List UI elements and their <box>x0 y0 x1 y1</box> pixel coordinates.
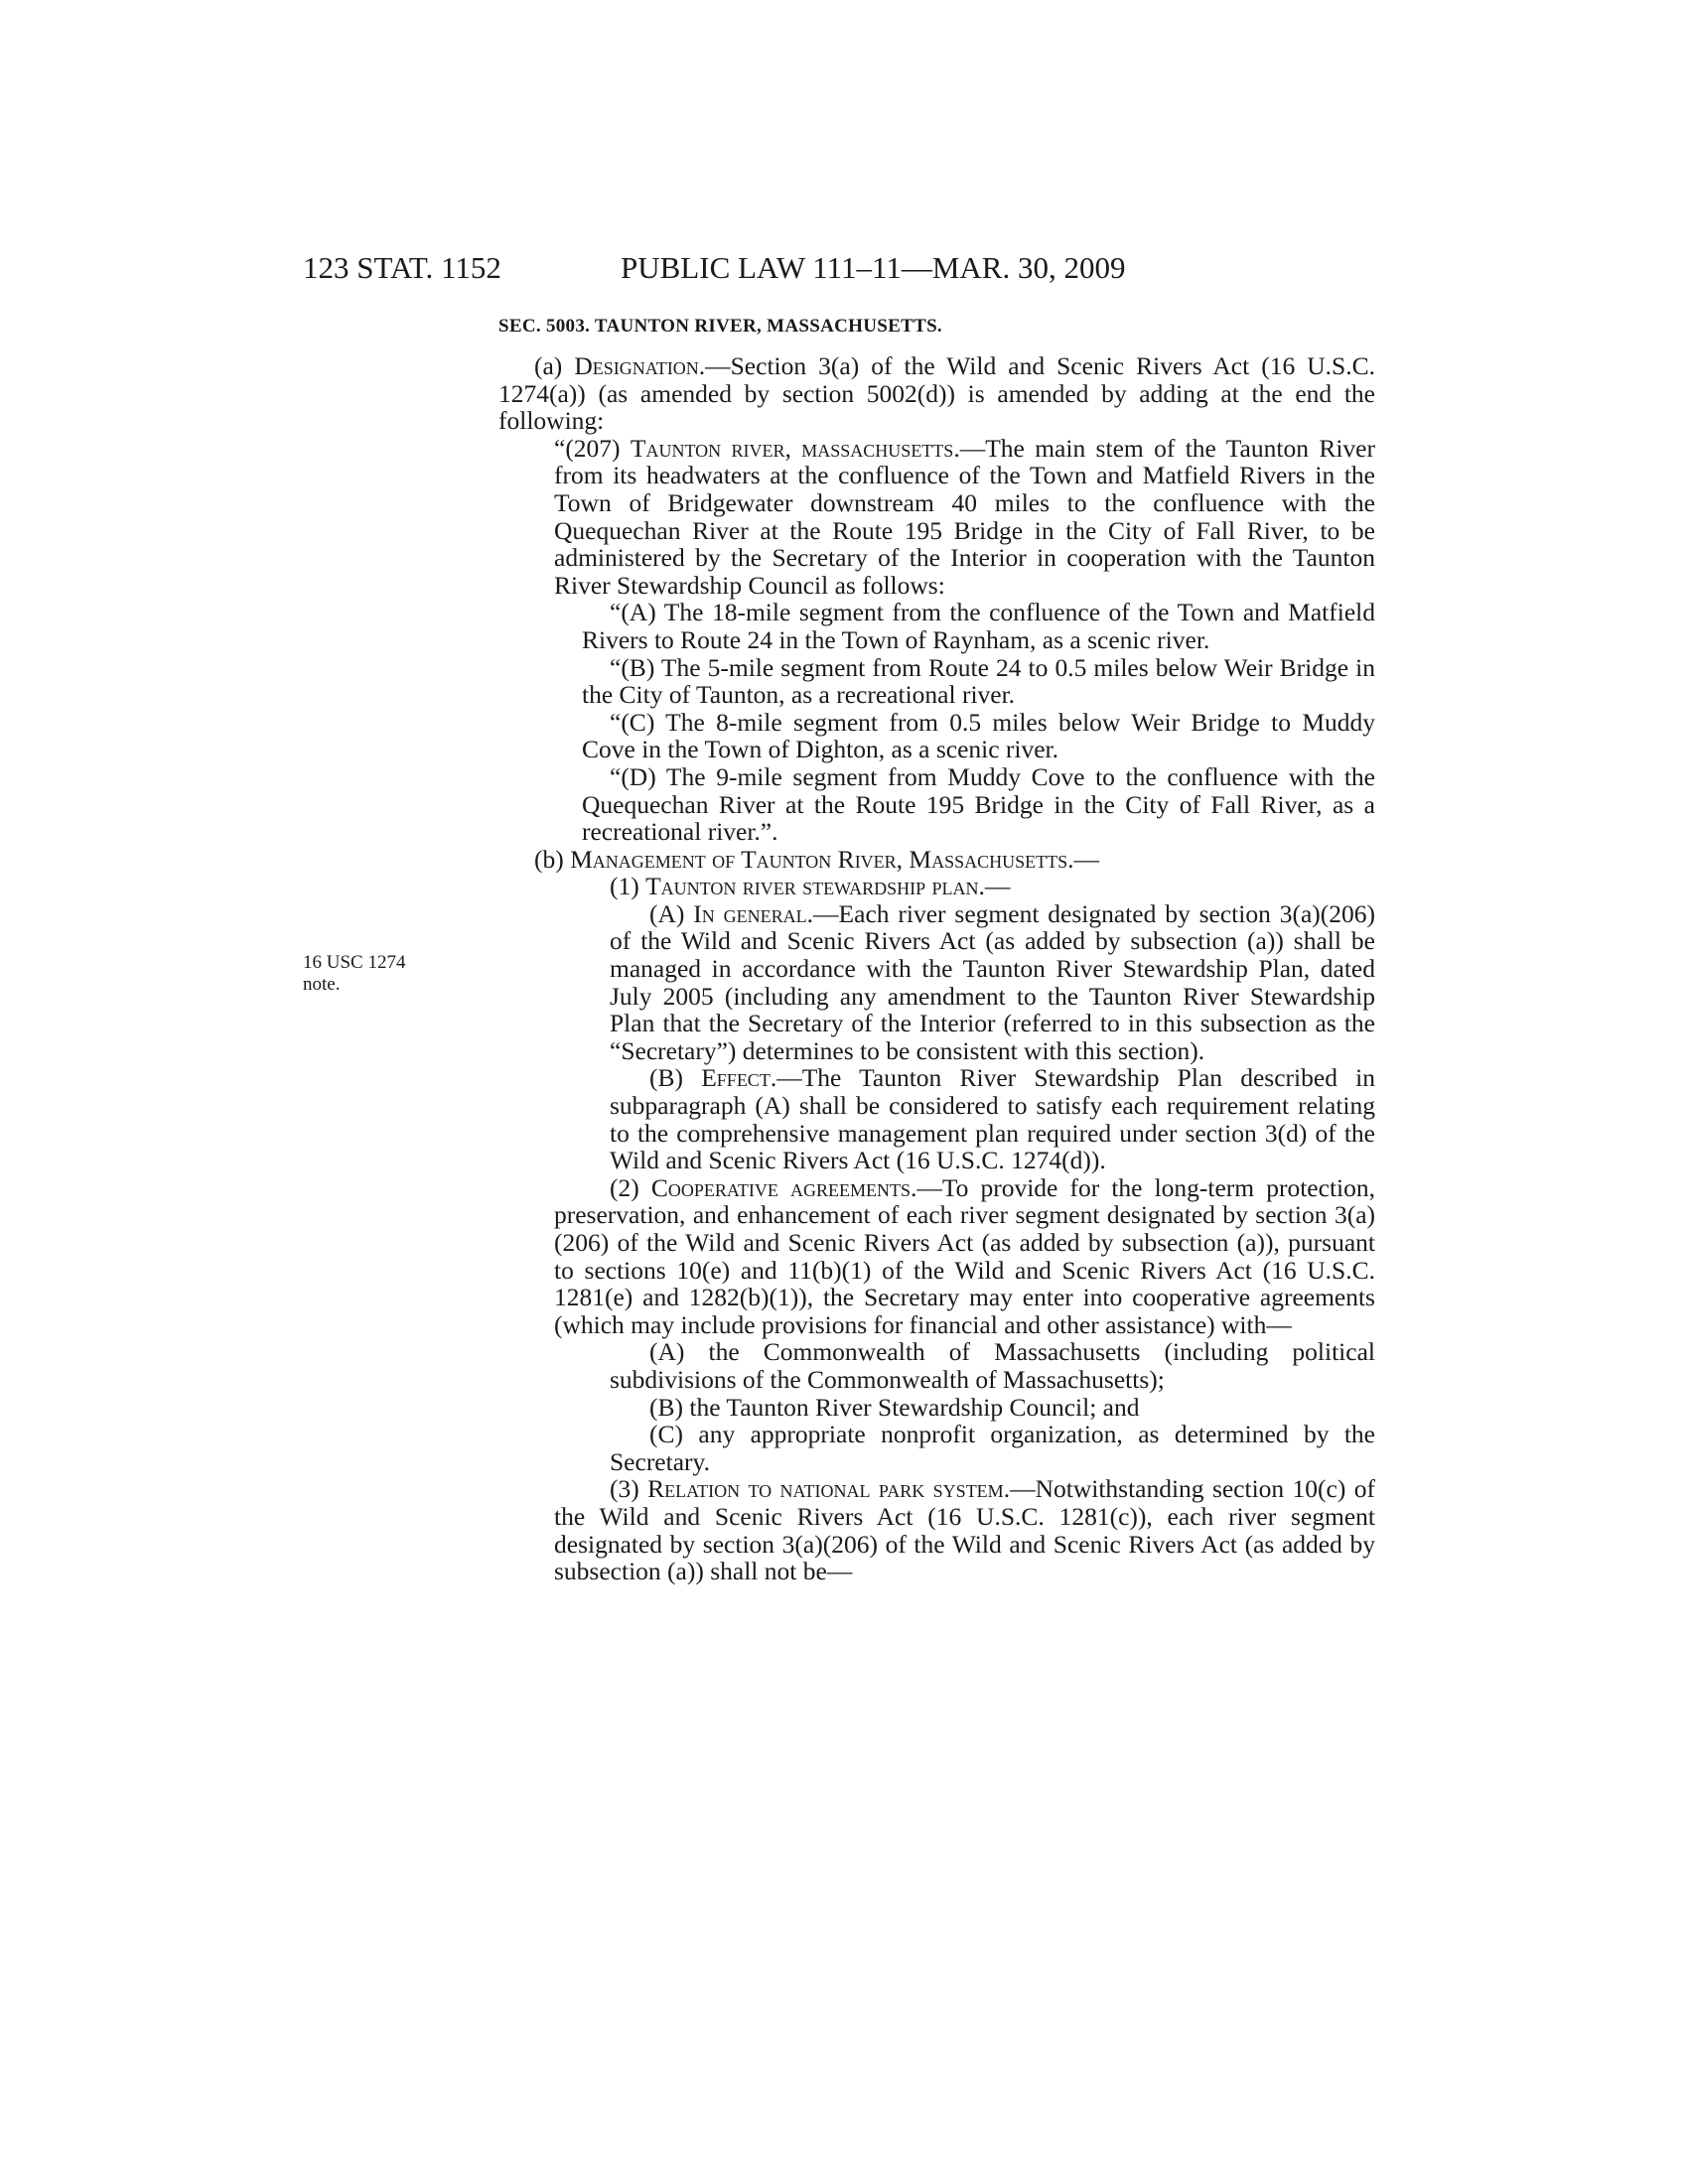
margin-note <box>303 952 405 996</box>
paragraph-heading: Relation to national park system <box>647 1474 1004 1504</box>
paragraph-b1 <box>498 873 1375 900</box>
subsection-b <box>498 846 1375 874</box>
paragraph-label: (3) <box>610 1474 648 1504</box>
document-body <box>498 352 1375 1585</box>
subparagraph-b2A: (A) the Commonwealth of Massachusetts (including political subdivisions of the Commonwealth of Massachusetts); <box>610 1337 1375 1394</box>
paragraph-text: .—The main stem of the Taunton River from its headwaters at the confluence of the Town and Matfield Rivers in the Town of Bridgewater downstream 40 miles to the confluence with the Quequechan River at the Route 195 Bridge in the City of Fall River, to be administered by the Secretary of the Interior in cooperation with the Taunton River Stewardship Council as follows: <box>554 433 1375 600</box>
paragraph-label: (2) <box>610 1172 651 1202</box>
subsection-heading: Designation <box>574 351 699 380</box>
paragraph-b2 <box>498 1174 1375 1339</box>
public-law-citation: PUBLIC LAW 111–11—MAR. 30, 2009 <box>621 250 1126 285</box>
subparagraph-b1A <box>498 900 1375 1065</box>
subparagraph-text: .—The Taunton River Stewardship Plan described in subparagraph (A) shall be considered to satisfy each requirement relating to the comprehensive management plan required under section 3(d) of the Wild and Scenic Rivers Act (16 U.S.C. 1274(d)). <box>610 1063 1375 1175</box>
page-header <box>0 250 1688 290</box>
paragraph-text: .—To provide for the long-term protection, preservation, and enhancement of each river segment designated by section 3(a)(206) of the Wild and Scenic Rivers Act (as added by subsection (a)), pursuant to sections 10(e) and 11(b)(1) of the Wild and Scenic Rivers Act (16 U.S.C. 1281(e) and 1282(b)(1)), the Secretary may enter into cooperative agreements (which may include provisions for financial and other assistance) with— <box>554 1172 1375 1339</box>
paragraph-heading: Cooperative agreements <box>650 1172 911 1202</box>
margin-note-line: 16 USC 1274 <box>303 952 406 973</box>
margin-note-line: note. <box>303 974 341 995</box>
section-title: SEC. 5003. TAUNTON RIVER, MASSACHUSETTS. <box>498 316 942 337</box>
subparagraph-C: “(C) The 8-mile segment from 0.5 miles below Weir Bridge to Muddy Cove in the Town of Dighton, as a scenic river. <box>582 707 1375 764</box>
paragraph-heading: Taunton river, massachusetts <box>630 433 954 463</box>
paragraph-text: .—Notwithstanding section 10(c) of the Wild and Scenic Rivers Act (16 U.S.C. 1281(c)), each river segment designated by section 3(a)(206) of the Wild and Scenic Rivers Act (as added by subsection (a)) shall not be— <box>554 1474 1375 1586</box>
paragraph-label: (1) <box>610 872 646 901</box>
subsection-a <box>498 352 1375 435</box>
subsection-text: .—Section 3(a) of the Wild and Scenic Rivers Act (16 U.S.C. 1274(a)) (as amended by section 5002(d)) is amended by adding at the end the following: <box>498 351 1375 436</box>
subparagraph-label: (A) <box>649 898 694 928</box>
subsection-label: (a) <box>534 351 575 380</box>
paragraph-b3 <box>498 1475 1375 1584</box>
subparagraph-A: “(A) The 18-mile segment from the confluence of the Town and Matfield Rivers to Route 24 in the Town of Raynham, as a scenic river. <box>582 598 1375 654</box>
paragraph-text: .— <box>978 872 1011 901</box>
subparagraph-label: (B) <box>649 1063 702 1093</box>
subparagraph-D: “(D) The 9-mile segment from Muddy Cove to the confluence with the Quequechan River at the Route 195 Bridge in the City of Fall River, as a recreational river.”. <box>582 761 1375 847</box>
paragraph-label: “(207) <box>554 433 631 463</box>
subparagraph-b2C: (C) any appropriate nonprofit organization, as determined by the Secretary. <box>610 1420 1375 1476</box>
subparagraph-text: .—Each river segment designated by section 3(a)(206) of the Wild and Scenic Rivers Act (as added by subsection (a)) shall be managed in accordance with the Taunton River Stewardship Plan, dated July 2005 (including any amendment to the Taunton River Stewardship Plan that the Secretary of the Interior (referred to in this subsection as the “Secretary”) determines to be consistent with this section). <box>610 898 1376 1065</box>
paragraph-heading: Taunton river stewardship plan <box>645 872 979 901</box>
subsection-label: (b) <box>534 844 571 874</box>
subsection-text: .— <box>1067 844 1100 874</box>
subsection-heading: Management of Taunton River, Massachusetts <box>570 844 1068 874</box>
subparagraph-b2B: (B) the Taunton River Stewardship Council; and <box>649 1392 1140 1422</box>
subparagraph-B: “(B) The 5-mile segment from Route 24 to 0.5 miles below Weir Bridge in the City of Taunton, as a recreational river. <box>582 652 1375 710</box>
statute-page-number: 123 STAT. 1152 <box>303 250 501 285</box>
paragraph-207 <box>498 435 1375 600</box>
subparagraph-heading: Effect <box>701 1063 771 1093</box>
subparagraph-heading: In general <box>693 898 807 928</box>
subparagraph-b1B <box>498 1064 1375 1173</box>
